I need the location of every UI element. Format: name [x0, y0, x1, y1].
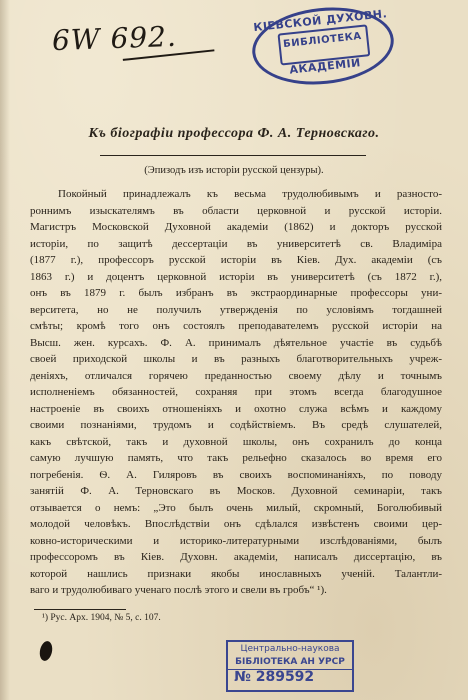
- body-line: настроеніе въ своихъ отношеніяхъ и охотно служа всѣмъ и каждому: [30, 402, 442, 415]
- body-line: молодой человѣкъ. Впослѣдствіи онъ сдѣлался извѣстенъ своими цер-: [30, 518, 442, 530]
- body-line: смѣты; кромѣ того онъ состоялъ преподавателемъ русской исторіи на: [30, 320, 442, 332]
- stamp-line-3: АКАДЕМІИ: [288, 56, 362, 77]
- body-line: ковно-историческими и историко-литературными изслѣдованіями, былъ: [30, 534, 442, 547]
- body-line: занятій Ф. А. Терновскаго въ Москов. Духовной семинаріи, такъ: [30, 485, 442, 497]
- body-line: исполненіемъ обязанностей, сохраняя при этомъ всегда благодушное: [30, 386, 442, 398]
- body-line: Покойный принадлежалъ къ весьма трудолюбивымъ и разносто-: [58, 188, 442, 200]
- body-line: Магистръ Московской Духовной академіи (1862) и докторъ русской: [30, 221, 442, 233]
- ink-blot: [38, 640, 54, 662]
- lib-stamp-line-2: БІБЛІОТЕКА АН УРСР: [235, 657, 345, 667]
- body-line: (1877 г.), профессоръ русской исторіи въ Кіев. Дух. академіи (съ: [30, 254, 442, 266]
- body-line: Высш. жен. курсахъ. Ф. А. принималъ дѣятельное участіе въ судьбѣ: [30, 336, 442, 349]
- footnote-rule: [34, 609, 126, 610]
- body-line: верситета, но не получилъ утвержденія по условіямъ тогдашней: [30, 303, 442, 316]
- title-rule: [100, 155, 366, 156]
- stamp-line-1: КІЕВСКОЙ ДУХОВН.: [252, 7, 388, 35]
- body-line: какъ свѣтской, такъ и духовной школы, онъ сохранилъ до конца: [30, 435, 442, 448]
- body-line: исторіи, по защитѣ дессертаціи въ университетѣ св. Владиміра: [30, 237, 442, 250]
- binding-shadow: [0, 0, 10, 700]
- article-subtitle: (Эпизодъ изъ исторіи русской цензуры).: [144, 165, 324, 176]
- lib-stamp-line-1: Центрально-наукова: [240, 644, 340, 654]
- stamp-line-2: БИБЛІОТЕКА: [282, 30, 363, 51]
- body-line: отзывается о немъ: „Это былъ очень милый, скромный, Боголюбивый: [30, 501, 442, 514]
- body-line: самую лучшую память, что такъ рельефно сказалось во время его: [30, 452, 442, 464]
- article-body: [30, 186, 442, 599]
- body-line: 1863 г.) и доцентъ церковной исторіи въ университетѣ (съ 1872 г.),: [30, 270, 442, 283]
- body-line: онъ въ 1879 г. былъ избранъ въ экстраординарные профессоры уни-: [30, 287, 442, 299]
- body-line: своей приходской школы и въ разныхъ благотворительныхъ учреж-: [30, 353, 442, 365]
- body-line: деніяхъ, отличался горячею преданностью своему дѣлу и точнымъ: [30, 369, 442, 382]
- body-line: ваго и трудолюбиваго ученаго послѣ этого и свели въ гробъ“ ¹).: [30, 584, 327, 596]
- footnote: ¹) Рус. Арх. 1904, № 5, с. 107.: [42, 613, 161, 623]
- library-stamp-rect: [226, 640, 354, 692]
- library-stamp-oval: [248, 1, 397, 91]
- article-title: Къ біографіи профессора Ф. А. Терновскаго.: [88, 126, 380, 141]
- body-line: роннимъ изыскателямъ въ области церковной и русской исторіи.: [30, 204, 442, 217]
- body-line: профессоромъ въ Кіев. Духовн. академіи, написалъ диссертацію, въ: [30, 551, 442, 563]
- body-line: которой нашлись признаки якобы инославныхъ ученій. Талантли-: [30, 567, 442, 580]
- lib-stamp-number: № 289592: [234, 669, 315, 685]
- body-line: погребенія. Ѳ. А. Гиляровъ въ своихъ воспоминаніяхъ, по поводу: [30, 468, 442, 481]
- body-line: своими познаніями, трудомъ и содѣйствіемъ. Въ средѣ слушателей,: [30, 419, 442, 431]
- handwritten-shelfmark: 6W 692.: [51, 20, 177, 57]
